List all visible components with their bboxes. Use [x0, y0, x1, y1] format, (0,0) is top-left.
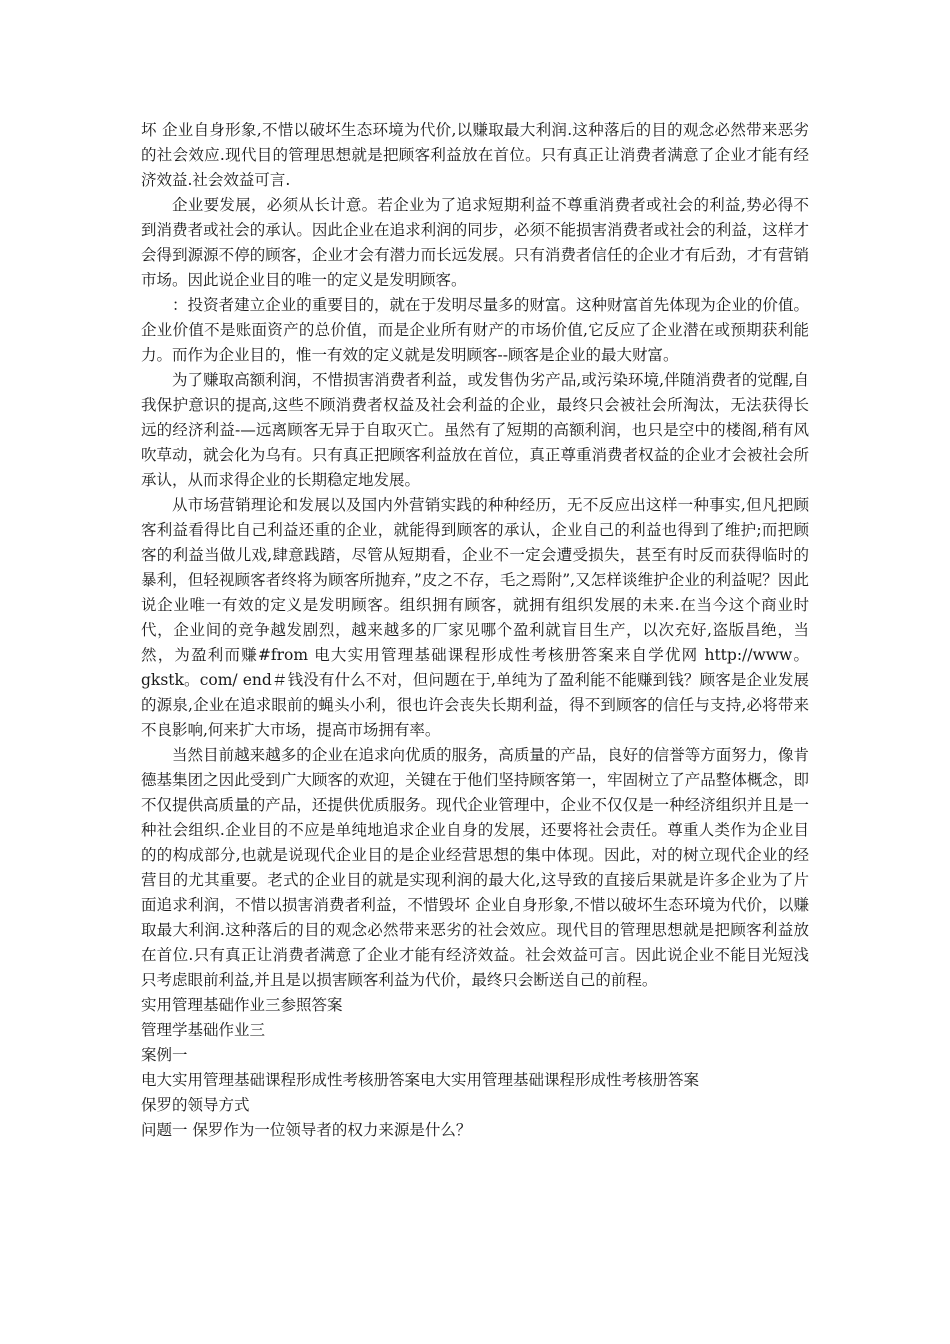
- assignment-title: 管理学基础作业三: [141, 1021, 266, 1039]
- course-line: 电大实用管理基础课程形成性考核册答案电大实用管理基础课程形成性考核册答案: [141, 1071, 700, 1089]
- paragraph-1: 坏 企业自身形象,不惜以破坏生态环境为代价,以赚取最大利润.这种落后的目的观念必然带来恶劣的社会效应.现代目的管理思想就是把顾客利益放在首位。只有真正让消费者满意了企业才能有经济效益.社会效益可言.: [141, 121, 809, 189]
- paragraph-2: 企业要发展，必须从长计意。若企业为了追求短期利益不尊重消费者或社会的利益,势必得不到消费者或社会的承认。因此企业在追求利润的同步，必须不能损害消费者或社会的利益，这样才会得到源源不停的顾客，企业才会有潜力而长远发展。只有消费者信任的企业才有后劲，才有营销市场。因此说企业目的唯一的定义是发明顾客。: [141, 196, 809, 289]
- paragraph-3: ：投资者建立企业的重要目的，就在于发明尽量多的财富。这种财富首先体现为企业的价值。企业价值不是账面资产的总价值，而是企业所有财产的市场价值,它反应了企业潜在或预期获利能力。而作为企业目的，惟一有效的定义就是发明顾客--顾客是企业的最大财富。: [141, 296, 809, 364]
- paragraph-6: 当然目前越来越多的企业在追求向优质的服务，高质量的产品，良好的信誉等方面努力，像肯德基集团之因此受到广大顾客的欢迎，关键在于他们坚持顾客第一，牢固树立了产品整体概念，即不仅提供高质量的产品，还提供优质服务。现代企业管理中，企业不仅仅是一种经济组织并且是一种社会组织.企业目的不应是单纯地追求企业自身的发展，还要将社会责任。尊重人类作为企业目的的构成部分,也就是说现代企业目的是企业经营思想的集中体现。因此，对的树立现代企业的经营目的尤其重要。老式的企业目的就是实现利润的最大化,这导致的直接后果就是许多企业为了片面追求利润，不惜以损害消费者利益，不惜毁坏 企业自身形象,不惜以破坏生态环境为代价，以赚取最大利润.这种落后的目的观念必然带来恶劣的社会效应。现代目的管理思想就是把顾客利益放在首位.只有真正让消费者满意了企业才能有经济效益。社会效益可言。因此说企业不能目光短浅只考虑眼前利益,并且是以损害顾客利益为代价，最终只会断送自己的前程。: [141, 746, 809, 989]
- case-label: 案例一: [141, 1046, 188, 1064]
- paragraph-4: 为了赚取高额利润，不惜损害消费者利益，或发售伪劣产品,或污染环境,伴随消费者的觉醒,自我保护意识的提高,这些不顾消费者权益及社会利益的企业，最终只会被社会所淘汰，无法获得长远的经济利益-—远离顾客无异于自取灭亡。虽然有了短期的高额利润，也只是空中的楼阁,稍有风吹草动，就会化为乌有。只有真正把顾客利益放在首位，真正尊重消费者权益的企业才会被社会所承认，从而求得企业的长期稳定地发展。: [141, 371, 809, 489]
- case-title: 保罗的领导方式: [141, 1096, 250, 1114]
- paragraph-5: 从市场营销理论和发展以及国内外营销实践的种种经历，无不反应出这样一种事实,但凡把顾客利益看得比自己利益还重的企业，就能得到顾客的承认，企业自己的利益也得到了维护;而把顾客的利益当做儿戏,肆意践踏，尽管从短期看，企业不一定会遭受损失，甚至有时反而获得临时的暴利，但轻视顾客者终将为顾客所抛弃，”皮之不存，毛之焉附”,又怎样谈维护企业的利益呢？因此说企业唯一有效的定义是发明顾客。组织拥有顾客，就拥有组织发展的未来.在当今这个商业时代，企业间的竞争越发剧烈，越来越多的厂家见哪个盈利就盲目生产，以次充好,盗版昌绝，当然，为盈利而赚#from 电大实用管理基础课程形成性考核册答案来自学优网 http://www。gkstk。com/ end＃钱没有什么不对，但问题在于,单纯为了盈利能不能赚到钱？顾客是企业发展的源泉,企业在追求眼前的蝇头小利，很也许会丧失长期利益，得不到顾客的信任与支持,必将带来不良影响,何来扩大市场，提高市场拥有率。: [141, 496, 809, 739]
- document-body: [141, 118, 809, 1143]
- question-one: 问题一 保罗作为一位领导者的权力来源是什么？: [141, 1121, 472, 1139]
- answer-heading: 实用管理基础作业三参照答案: [141, 996, 343, 1014]
